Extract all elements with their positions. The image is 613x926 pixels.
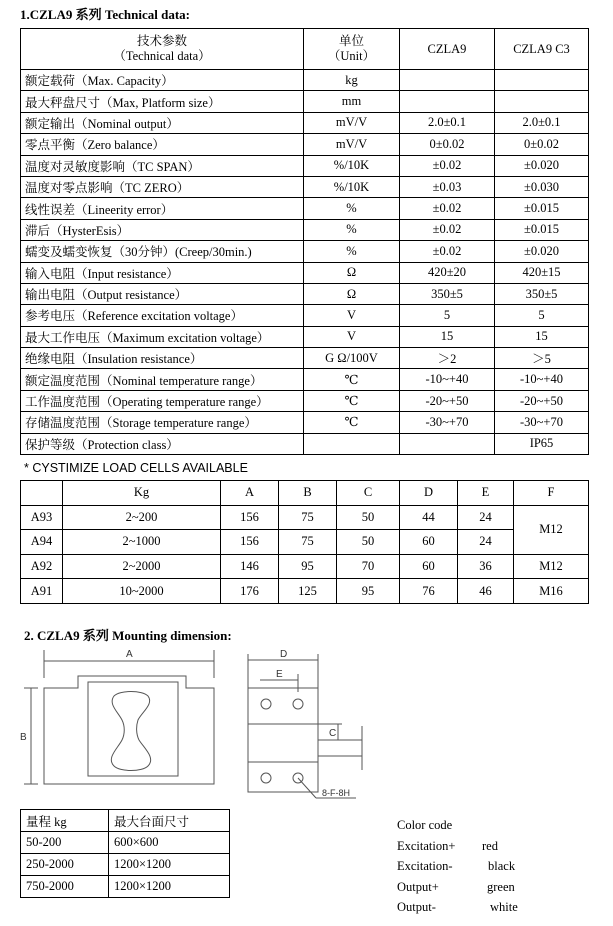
color-code-title: Color code — [397, 818, 453, 832]
spec-czla9c3-cell: IP65 — [495, 433, 589, 454]
spec-unit-cell: ℃ — [304, 369, 400, 390]
range-platform-cell: 600×600 — [109, 832, 230, 854]
spec-param-cell: 额定输出（Nominal output） — [21, 112, 304, 133]
spec-table — [20, 28, 589, 455]
spec-czla9-cell: ±0.02 — [400, 241, 495, 262]
dim-b-label: B — [20, 732, 27, 743]
cells-model-cell: A92 — [21, 554, 63, 579]
cells-kg-cell: 2~2000 — [63, 554, 221, 579]
cells-kg-cell: 2~200 — [63, 505, 221, 530]
cells-header-cell: Kg — [63, 481, 221, 506]
load-cells-table — [20, 480, 589, 604]
color-code-row — [397, 836, 597, 857]
spec-row — [21, 305, 589, 326]
dim-e-label: E — [276, 669, 283, 680]
spec-unit-cell: kg — [304, 70, 400, 91]
spec-unit-cell: % — [304, 198, 400, 219]
spec-row — [21, 91, 589, 112]
cells-e-cell: 46 — [458, 579, 514, 604]
dim-c-label: C — [329, 728, 337, 739]
spec-unit-cell — [304, 433, 400, 454]
cells-header-cell: A — [221, 481, 279, 506]
color-code-color: green — [487, 879, 515, 894]
mount-hole-bottom-left — [261, 773, 271, 783]
spec-czla9-cell: 0±0.02 — [400, 134, 495, 155]
cells-header-cell: D — [400, 481, 458, 506]
param-header — [21, 29, 304, 70]
spec-param-cell: 额定温度范围（Nominal temperature range） — [21, 369, 304, 390]
spec-czla9-cell: 15 — [400, 326, 495, 347]
color-code-signal: Output+ — [397, 879, 439, 894]
cells-model-cell: A94 — [21, 530, 63, 555]
cells-f-cell: M12 — [514, 554, 589, 579]
color-code-color: black — [488, 859, 516, 873]
range-capacity-cell: 250-2000 — [21, 854, 109, 876]
spec-czla9c3-cell: -10~+40 — [495, 369, 589, 390]
spec-param-cell: 输入电阻（Input resistance） — [21, 262, 304, 283]
range-header-cell: 量程 kg — [21, 810, 109, 832]
cells-c-cell: 50 — [337, 530, 400, 555]
spec-param-cell: 最大秤盘尺寸（Max, Platform size） — [21, 91, 304, 112]
spec-czla9c3-cell: ＞5 — [495, 348, 589, 369]
color-code-row — [397, 877, 597, 898]
color-code-color: white — [490, 900, 518, 914]
cells-c-cell: 50 — [337, 505, 400, 530]
range-row — [21, 832, 230, 854]
thread-label: 8-F-8H — [322, 788, 351, 798]
cells-kg-cell: 2~1000 — [63, 530, 221, 555]
thread-leader — [298, 778, 316, 798]
range-platform-cell: 1200×1200 — [109, 876, 230, 898]
spec-row — [21, 134, 589, 155]
cable-stub — [318, 740, 362, 756]
spec-row — [21, 348, 589, 369]
model2-header: CZLA9 C3 — [495, 29, 589, 70]
color-code-row — [397, 897, 597, 918]
spec-czla9c3-cell: ±0.015 — [495, 219, 589, 240]
spec-param-cell: 额定载荷（Max. Capacity） — [21, 70, 304, 91]
cells-header-cell — [21, 481, 63, 506]
cells-a-cell: 146 — [221, 554, 279, 579]
cells-d-cell: 76 — [400, 579, 458, 604]
cells-header-cell: C — [337, 481, 400, 506]
range-header-row — [21, 810, 230, 832]
color-code-signal: Excitation- — [397, 859, 453, 873]
cells-d-cell: 44 — [400, 505, 458, 530]
cells-header-cell: E — [458, 481, 514, 506]
spec-czla9c3-cell: 15 — [495, 326, 589, 347]
spec-row — [21, 262, 589, 283]
section1-title: 1.CZLA9 系列 Technical data: — [20, 7, 190, 22]
cells-model-cell: A93 — [21, 505, 63, 530]
spec-unit-cell: V — [304, 326, 400, 347]
spec-param-cell: 温度对零点影响（TC ZERO） — [21, 176, 304, 197]
spec-czla9-cell — [400, 433, 495, 454]
spec-unit-cell: mV/V — [304, 134, 400, 155]
spec-czla9-cell: ±0.03 — [400, 176, 495, 197]
spec-param-cell: 滞后（HysterEsis） — [21, 219, 304, 240]
spec-unit-cell: mm — [304, 91, 400, 112]
spec-czla9-cell: ±0.02 — [400, 219, 495, 240]
spec-row — [21, 176, 589, 197]
spec-czla9c3-cell: ±0.020 — [495, 241, 589, 262]
param-header-en: （Technical data） — [113, 49, 211, 63]
cells-row — [21, 530, 589, 555]
spec-czla9-cell — [400, 91, 495, 112]
spec-czla9c3-cell: ±0.030 — [495, 176, 589, 197]
spec-param-cell: 参考电压（Reference excitation voltage） — [21, 305, 304, 326]
spec-param-cell: 存储温度范围（Storage temperature range） — [21, 412, 304, 433]
cells-row — [21, 554, 589, 579]
spec-czla9c3-cell: 2.0±0.1 — [495, 112, 589, 133]
spec-param-cell: 线性误差（Lineerity error） — [21, 198, 304, 219]
color-code-row — [397, 856, 597, 877]
spec-row — [21, 155, 589, 176]
param-header-cn: 技术参数 — [136, 34, 187, 48]
spec-czla9-cell: 2.0±0.1 — [400, 112, 495, 133]
spec-param-cell: 保护等级（Protection class） — [21, 433, 304, 454]
spec-unit-cell: Ω — [304, 283, 400, 304]
spec-czla9-cell: 5 — [400, 305, 495, 326]
spec-row — [21, 198, 589, 219]
cells-header-cell: B — [279, 481, 337, 506]
spec-czla9-cell: ±0.02 — [400, 155, 495, 176]
platform-size-table — [20, 809, 230, 898]
spec-header-row — [21, 29, 589, 70]
cells-b-cell: 125 — [279, 579, 337, 604]
cells-b-cell: 75 — [279, 530, 337, 555]
spec-row — [21, 390, 589, 411]
cells-b-cell: 95 — [279, 554, 337, 579]
spec-param-cell: 温度对灵敏度影响（TC SPAN） — [21, 155, 304, 176]
side-view-drawing — [238, 648, 378, 808]
spec-czla9c3-cell: -20~+50 — [495, 390, 589, 411]
spec-row — [21, 412, 589, 433]
spec-row — [21, 219, 589, 240]
cells-e-cell: 36 — [458, 554, 514, 579]
cells-model-cell: A91 — [21, 579, 63, 604]
spec-czla9c3-cell — [495, 91, 589, 112]
dim-a-label: A — [126, 649, 133, 660]
cells-a-cell: 176 — [221, 579, 279, 604]
cells-e-cell: 24 — [458, 505, 514, 530]
unit-header-en: （Unit） — [327, 49, 376, 63]
spec-row — [21, 369, 589, 390]
range-capacity-cell: 50-200 — [21, 832, 109, 854]
color-code-signal: Output- — [397, 900, 436, 914]
spec-param-cell: 最大工作电压（Maximum excitation voltage） — [21, 326, 304, 347]
spec-param-cell: 输出电阻（Output resistance） — [21, 283, 304, 304]
spec-row — [21, 112, 589, 133]
spec-param-cell: 零点平衡（Zero balance） — [21, 134, 304, 155]
spec-czla9-cell: ＞2 — [400, 348, 495, 369]
spec-unit-cell: ℃ — [304, 390, 400, 411]
spec-unit-cell: %/10K — [304, 155, 400, 176]
spec-row — [21, 241, 589, 262]
cells-c-cell: 95 — [337, 579, 400, 604]
cells-kg-cell: 10~2000 — [63, 579, 221, 604]
unit-header-cn: 单位 — [338, 34, 364, 48]
spec-unit-cell: mV/V — [304, 112, 400, 133]
color-code-color: red — [482, 838, 498, 853]
spec-czla9c3-cell: ±0.015 — [495, 198, 589, 219]
spec-unit-cell: %/10K — [304, 176, 400, 197]
range-platform-cell: 1200×1200 — [109, 854, 230, 876]
bone-cutout — [111, 692, 150, 771]
cells-header-row — [21, 481, 589, 506]
spec-unit-cell: ℃ — [304, 412, 400, 433]
customize-note: * CYSTIMIZE LOAD CELLS AVAILABLE — [24, 461, 248, 475]
spec-unit-cell: % — [304, 241, 400, 262]
spec-param-cell: 绝缘电阻（Insulation resistance） — [21, 348, 304, 369]
spec-unit-cell: % — [304, 219, 400, 240]
spec-czla9-cell: -20~+50 — [400, 390, 495, 411]
color-code-block — [397, 815, 597, 918]
spec-czla9-cell — [400, 70, 495, 91]
mount-hole-top-left — [261, 699, 271, 709]
cells-f-cell: M16 — [514, 579, 589, 604]
cells-a-cell: 156 — [221, 530, 279, 555]
spec-czla9-cell: 420±20 — [400, 262, 495, 283]
spec-param-cell: 工作温度范围（Operating temperature range） — [21, 390, 304, 411]
spec-czla9-cell: -10~+40 — [400, 369, 495, 390]
side-view-outline — [248, 688, 318, 792]
cells-d-cell: 60 — [400, 554, 458, 579]
spec-czla9c3-cell — [495, 70, 589, 91]
spec-row — [21, 433, 589, 454]
spec-unit-cell: V — [304, 305, 400, 326]
spec-czla9c3-cell: ±0.020 — [495, 155, 589, 176]
spec-row — [21, 70, 589, 91]
mount-hole-top-right — [293, 699, 303, 709]
spec-param-cell: 蠕变及蠕变恢复（30分钟）(Creep/30min.) — [21, 241, 304, 262]
cells-b-cell: 75 — [279, 505, 337, 530]
cells-row — [21, 505, 589, 530]
spec-unit-cell: G Ω/100V — [304, 348, 400, 369]
cells-a-cell: 156 — [221, 505, 279, 530]
model1-header: CZLA9 — [400, 29, 495, 70]
spec-czla9c3-cell: -30~+70 — [495, 412, 589, 433]
cells-header-cell: F — [514, 481, 589, 506]
spec-czla9c3-cell: 0±0.02 — [495, 134, 589, 155]
body-outline — [44, 676, 214, 784]
range-row — [21, 876, 230, 898]
front-view-drawing — [18, 648, 218, 790]
dim-d-label: D — [280, 649, 288, 660]
spec-czla9-cell: 350±5 — [400, 283, 495, 304]
spec-czla9-cell: -30~+70 — [400, 412, 495, 433]
spec-czla9c3-cell: 420±15 — [495, 262, 589, 283]
range-header-cell: 最大台面尺寸 — [109, 810, 230, 832]
spec-unit-cell: Ω — [304, 262, 400, 283]
spec-czla9-cell: ±0.02 — [400, 198, 495, 219]
color-code-signal: Excitation+ — [397, 838, 456, 853]
spec-czla9c3-cell: 350±5 — [495, 283, 589, 304]
range-row — [21, 854, 230, 876]
spec-row — [21, 283, 589, 304]
cells-d-cell: 60 — [400, 530, 458, 555]
section2-title: 2. CZLA9 系列 Mounting dimension: — [24, 628, 232, 643]
cells-f-cell: M12 — [514, 505, 589, 554]
spec-czla9c3-cell: 5 — [495, 305, 589, 326]
body-inner-outline — [88, 682, 178, 776]
cells-c-cell: 70 — [337, 554, 400, 579]
unit-header — [304, 29, 400, 70]
cells-e-cell: 24 — [458, 530, 514, 555]
cells-row — [21, 579, 589, 604]
range-capacity-cell: 750-2000 — [21, 876, 109, 898]
spec-row — [21, 326, 589, 347]
